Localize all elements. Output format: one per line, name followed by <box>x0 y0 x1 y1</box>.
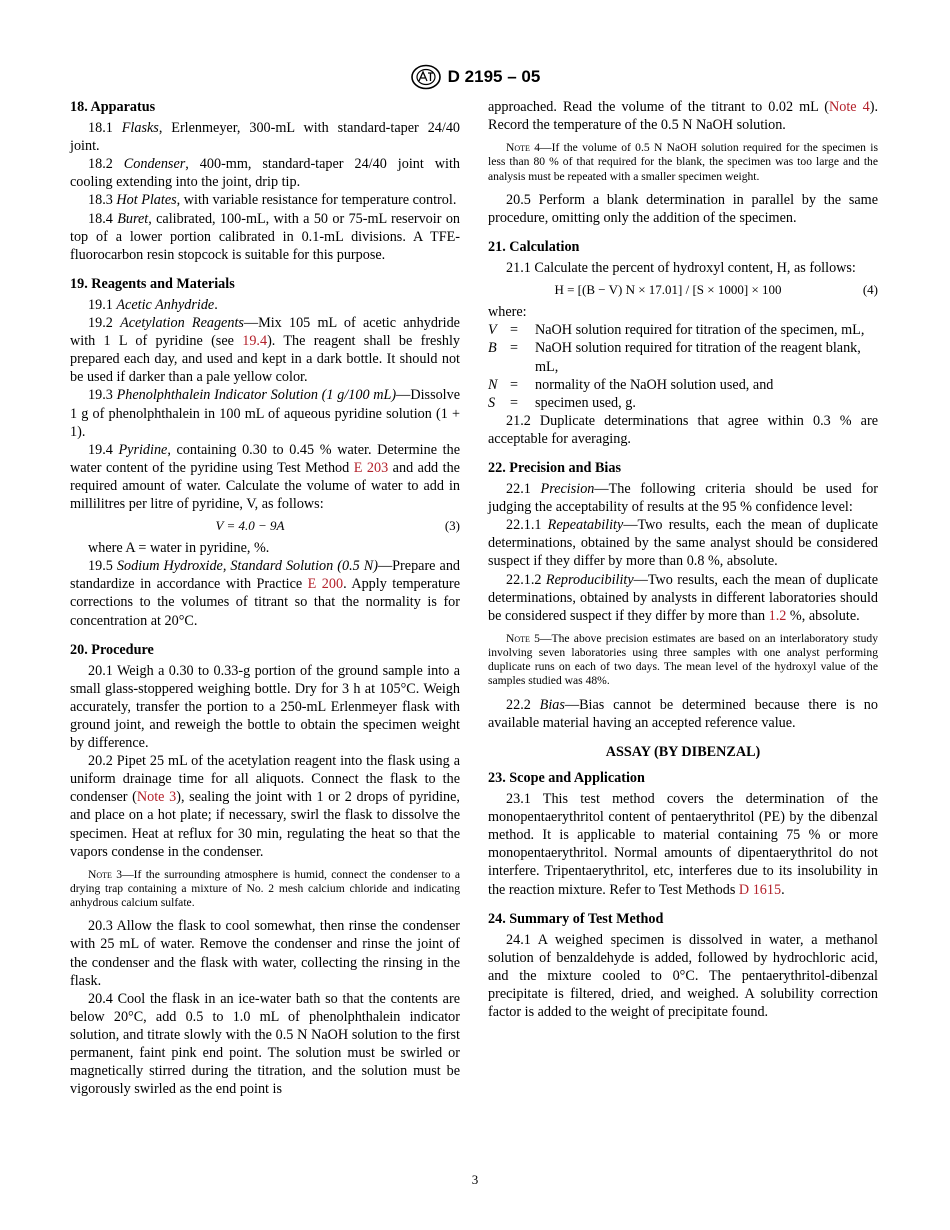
para-19-4: 19.4 Pyridine, containing 0.30 to 0.45 % water. Determine the water content of the pyridine using Test Method E 203 and add the required amount of water. Calculate the volume of water to add in millilitres per litre of pyridine, V, as follows: <box>70 441 461 512</box>
para-18-2: 18.2 Condenser, 400-mm, standard-taper 24/40 joint with cooling extending into the joint, drip tip. <box>70 156 460 191</box>
equation-4: H = [(B − V) N × 17.01] / [S × 1000] × 100 (4) <box>554 282 878 298</box>
link-note-3[interactable]: Note 3 <box>136 789 177 806</box>
para-20-2: 20.2 Pipet 25 mL of the acetylation reagent into the flask using a uniform drainage time for all aliquots. Connect the flask to the condenser (Note 3), sealing the joint with 1 or 2 drops of pyridine, and place on a hot plate; if necessary, swirl the flask to dissolve the specimen. Heat at reflux for 30 min, regulating the heat so that the vapors condense in the condenser. <box>70 753 460 860</box>
section-20-heading: 20. Procedure <box>70 641 154 658</box>
definition-row: B = NaOH solution required for titration of the reagent blank, mL, <box>488 340 861 375</box>
section-23-heading: 23. Scope and Application <box>488 769 645 786</box>
para-19-1: 19.1 Acetic Anhydride. <box>88 296 218 313</box>
equation-3: V = 4.0 − 9A (3) <box>215 518 460 534</box>
para-22-1-1: 22.1.1 Repeatability—Two results, each the mean of duplicate determinations, obtained by the same analyst should be considered suspect if they differ by more than 0.8 %, absolute. <box>488 517 879 570</box>
left-column <box>70 98 460 1098</box>
where-label: where: <box>488 304 527 321</box>
section-21-heading: 21. Calculation <box>488 238 580 255</box>
para-19-4-where: where A = water in pyridine, %. <box>88 540 270 557</box>
para-20-1: 20.1 Weigh a 0.30 to 0.33-g portion of the ground sample into a small glass-stoppered weighing bottle. Dry for 3 h at 105°C. Weigh accurately, transfer the portion to a 250-mL Erlenmeyer flask with ground joint, and reweigh the bottle to obtain the specimen weight by difference. <box>70 662 460 752</box>
definition-row: S = specimen used, g. <box>488 394 636 411</box>
para-21-1: 21.1 Calculate the percent of hydroxyl content, H, as follows: <box>506 260 856 277</box>
link-e203[interactable]: E 203 <box>353 459 389 476</box>
link-1-2[interactable]: 1.2 <box>768 607 787 624</box>
para-21-2: 21.2 Duplicate determinations that agree within 0.3 % are acceptable for averaging. <box>488 412 878 447</box>
para-20-4-cont: approached. Read the volume of the titrant to 0.02 mL (Note 4). Record the temperature of the 0.5 N NaOH solution. <box>488 99 878 134</box>
para-18-4: 18.4 Buret, calibrated, 100-mL, with a 50 or 75-mL reservoir on top of a lower portion calibrated in 0.1-mL divisions. A TFE-fluorocarbon resin stopcock is suitable for this purpose. <box>70 210 461 263</box>
para-20-4: 20.4 Cool the flask in an ice-water bath so that the contents are below 20°C, add 0.5 to 1.0 mL of phenolphthalein indicator solution, and titrate slowly with the 0.5 N NaOH solution to the first permanent, faint pink end point. The solution must be swirled or magnetically stirred during the titration, and the solution must be vigorously swirled as the end point is <box>70 990 460 1098</box>
para-18-3: 18.3 Hot Plates, with variable resistance for temperature control. <box>88 192 457 209</box>
section-19-heading: 19. Reagents and Materials <box>70 275 235 292</box>
section-18-heading: 18. Apparatus <box>70 99 156 115</box>
note-5: Note 5—The above precision estimates are based on an interlaboratory study involving seven laboratories using three samples with one analyst performing duplicate runs on each of two days. The mean level of the hydroxyl value of the samples studied was 48%. <box>488 631 878 688</box>
para-19-5: 19.5 Sodium Hydroxide, Standard Solution (0.5 N)—Prepare and standardize in accordance with Practice E 200. Apply temperature corrections to the volumes of titrant so that the normality is for concentration at 20°C. <box>70 558 461 629</box>
para-22-1: 22.1 Precision—The following criteria should be used for judging the acceptability of results at the 95 % confidence level: <box>488 481 879 516</box>
page-header <box>0 64 950 90</box>
para-20-5: 20.5 Perform a blank determination in parallel by the same procedure, omitting only the addition of the specimen. <box>488 191 878 226</box>
link-e200[interactable]: E 200 <box>307 576 344 593</box>
link-d1615[interactable]: D 1615 <box>738 881 782 898</box>
para-24-1: 24.1 A weighed specimen is dissolved in water, a methanol solution of benzaldehyde is added, followed by hydrochloric acid, and the mixture cooled to 0°C. The pentaerythritol-dibenzal precipitate is filtered, dried, and weighed. A solubility correction factor is added to the weight of precipitate found. <box>488 931 878 1021</box>
note-3: Note 3—If the surrounding atmosphere is humid, connect the condenser to a drying trap containing a mixture of No. 2 mesh calcium chloride and indicating anhydrous calcium sulfate. <box>70 867 460 910</box>
astm-logo-icon <box>410 64 442 90</box>
link-note-4[interactable]: Note 4 <box>829 99 870 115</box>
document-designation: D 2195 – 05 <box>447 67 541 86</box>
section-22-heading: 22. Precision and Bias <box>488 460 621 477</box>
page-number: 3 <box>471 1172 479 1187</box>
para-19-2: 19.2 Acetylation Reagents—Mix 105 mL of acetic anhydride with 1 L of pyridine (see 19.4). The reagent shall be freshly prepared each day, and used and kept in a dark bottle. It should not be used if darker than a pale yellow color. <box>70 315 460 386</box>
para-22-1-2: 22.1.2 Reproducibility—Two results, each the mean of duplicate determinations, obtained by analysts in different laboratories should be considered suspect if they differ by more than 1.2 %, absolute. <box>488 571 878 624</box>
note-4: Note 4—If the volume of 0.5 N NaOH solution required for the specimen is less than 80 % of that required for the blank, the specimen was too large and the analysis must be repeated with a smaller specimen weight. <box>488 141 878 183</box>
definition-row: V = NaOH solution required for titration of the specimen, mL, <box>488 322 865 339</box>
para-23-1: 23.1 This test method covers the determination of the monopentaerythritol content of pentaerythritol (PE) by the dibenzal method. It is applicable to material containing 75 % or more monopentaerythritol. Normal amounts of dipentaerythritol do not interfere. Tripentaerythritol, etc, interferes due to its insolubility in the reaction mixture. Refer to Test Methods D 1615. <box>488 791 878 898</box>
definition-row: N = normality of the NaOH solution used, and <box>488 376 774 393</box>
right-column <box>488 98 878 1021</box>
assay-heading: ASSAY (BY DIBENZAL) <box>605 743 761 760</box>
link-19-4[interactable]: 19.4 <box>242 333 268 350</box>
para-20-3: 20.3 Allow the flask to cool somewhat, then rinse the condenser with 25 mL of water. Remove the condenser and rinse the joint of the condenser and the flask with water, collecting the rinsing in the flask. <box>70 918 460 989</box>
para-18-1: 18.1 Flasks, Erlenmeyer, 300-mL with standard-taper 24/40 joint. <box>70 120 461 155</box>
para-22-2: 22.2 Bias—Bias cannot be determined because there is no available material having an accepted reference value. <box>488 696 878 731</box>
para-19-3: 19.3 Phenolphthalein Indicator Solution (1 g/100 mL)—Dissolve 1 g of phenolphthalein in 100 mL of aqueous pyridine solution (1 + 1). <box>70 387 461 440</box>
section-24-heading: 24. Summary of Test Method <box>488 910 664 927</box>
